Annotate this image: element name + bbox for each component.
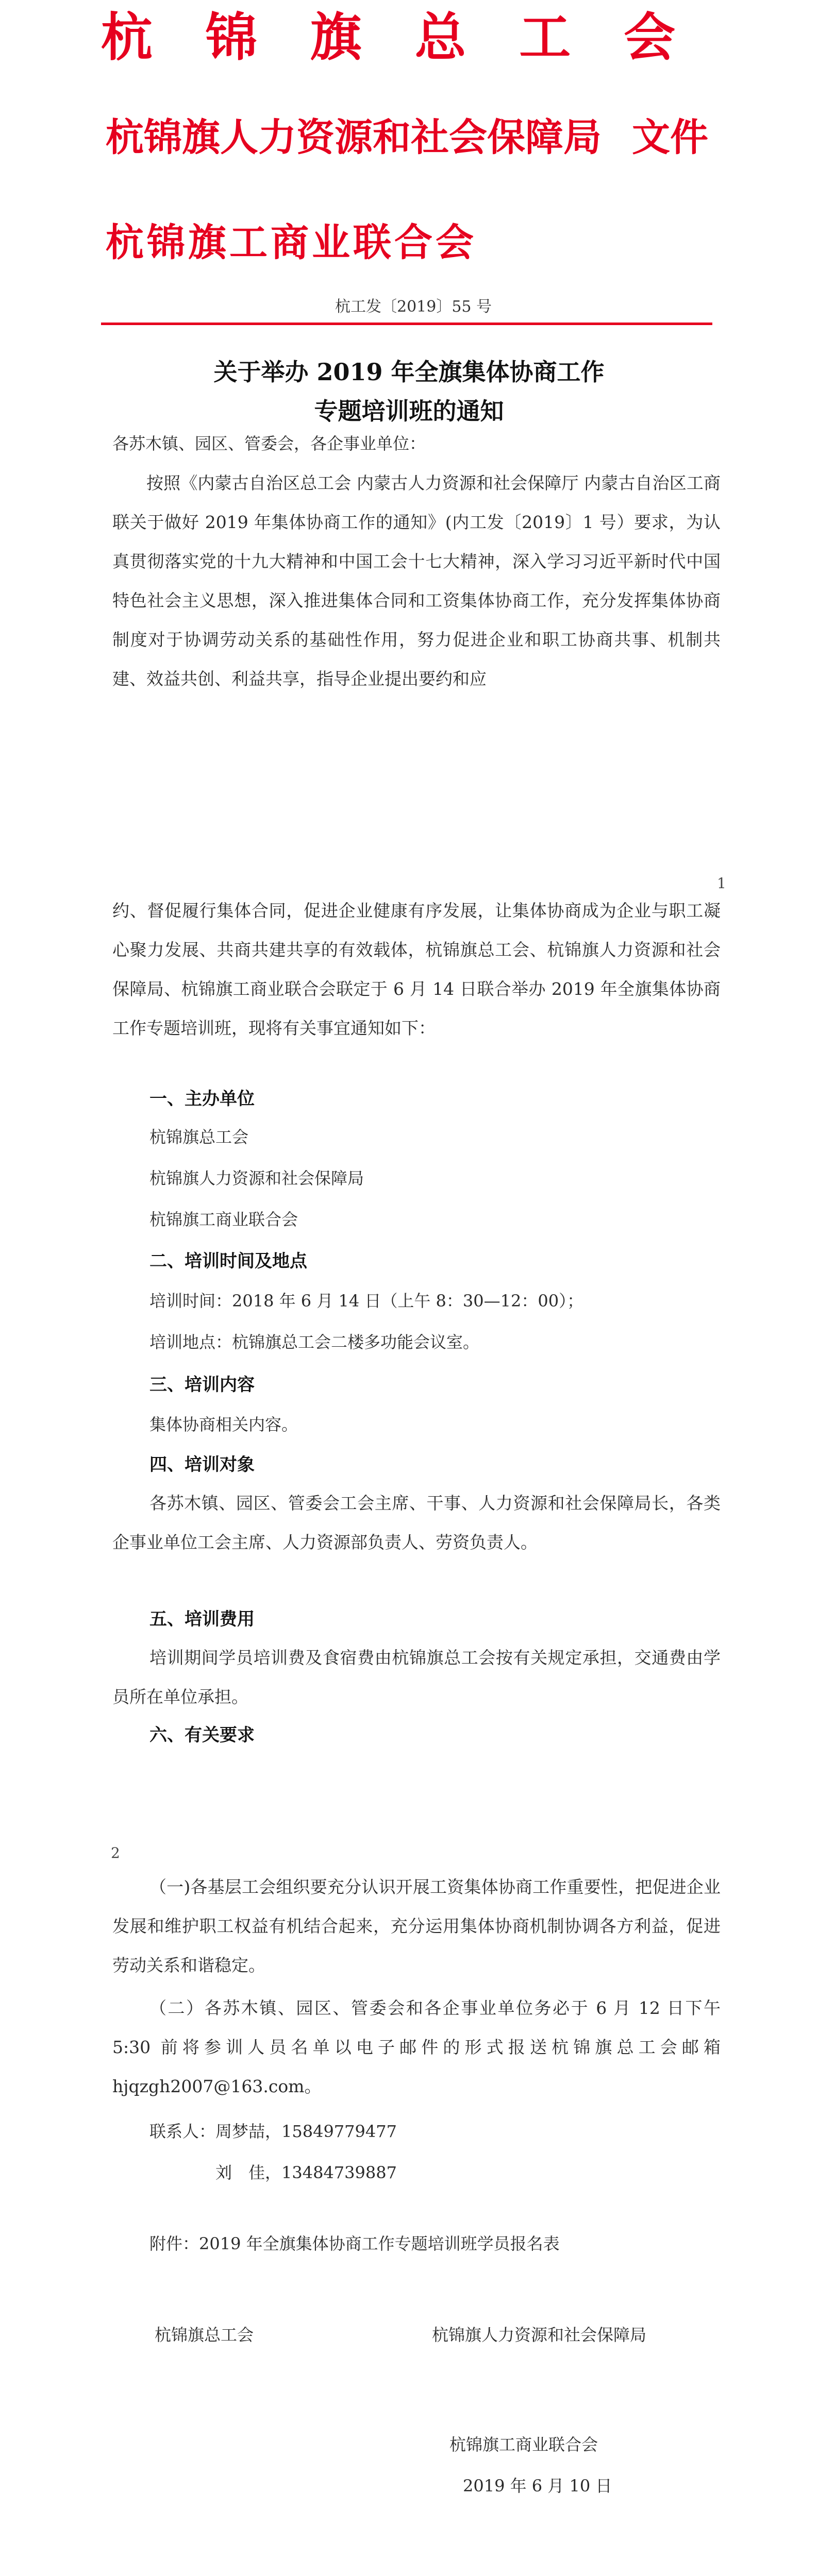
section-4-title: 四、培训对象 xyxy=(149,1454,255,1475)
signature-chamber: 杭锦旗工商业联合会 xyxy=(449,2435,598,2454)
requirement-2: （二）各苏木镇、园区、管委会和各企事业单位务必于 6 月 12 日下午 5:30 前将参训人员名单以电子邮件的形式报送杭锦旗总工会邮箱 hjqzgh2007@163.com。 xyxy=(112,1998,721,2096)
training-fees: 培训期间学员培训费及食宿费由杭锦旗总工会按有关规定承担，交通费由学员所在单位承担。 xyxy=(112,1648,721,1707)
page-number-1: 1 xyxy=(717,875,726,892)
page-number-2: 2 xyxy=(111,1844,120,1861)
section-3-title: 三、培训内容 xyxy=(149,1375,255,1395)
header-org3: 杭锦旗工商业联合会 xyxy=(106,221,477,265)
document-number: 杭工发〔2019〕55 号 xyxy=(335,298,492,316)
training-targets: 各苏木镇、园区、管委会工会主席、干事、人力资源和社会保障局长，各类企事业单位工会主席、人力资源部负责人、劳资负责人。 xyxy=(112,1493,721,1552)
notice-title-line2: 专题培训班的通知 xyxy=(314,397,504,425)
issue-date: 2019 年 6 月 10 日 xyxy=(463,2476,612,2496)
attachment-note: 附件：2019 年全旗集体协商工作专题培训班学员报名表 xyxy=(149,2234,560,2253)
header-divider xyxy=(101,323,712,325)
salutation: 各苏木镇、园区、管委会，各企事业单位： xyxy=(112,434,426,453)
continued-paragraph: 约、督促履行集体合同，促进企业健康有序发展，让集体协商成为企业与职工凝心聚力发展、共商共建共享的有效载体，杭锦旗总工会、杭锦旗人力资源和社会保障局、杭锦旗工商业联合会联定于 6 月 14 日联合举办 2019 年全旗集体协商工作专题培训班，现将有关事宜通知如下： xyxy=(112,901,721,1038)
header-file-word: 文件 xyxy=(632,115,708,160)
section-1-title: 一、主办单位 xyxy=(149,1089,255,1109)
intro-paragraph: 按照《内蒙古自治区总工会 内蒙古人力资源和社会保障厅 内蒙古自治区工商联关于做好 2019 年集体协商工作的通知》(内工发〔2019〕1 号）要求，为认真贯彻落实党的十九大精神和中国工会十七大精神，深入学习习近平新时代中国特色社会主义思想，深入推进集体合同和工资集体协商工作，充分发挥集体协商制度对于协调劳动关系的基础性作用，努力促进企业和职工协商共事、机制共建、效益共创、利益共享，指导企业提出要约和应 xyxy=(112,473,721,689)
signature-union: 杭锦旗总工会 xyxy=(155,2325,254,2345)
training-content: 集体协商相关内容。 xyxy=(149,1415,298,1434)
sponsor-item-3: 杭锦旗工商业联合会 xyxy=(149,1210,298,1229)
section-5-title: 五、培训费用 xyxy=(149,1609,255,1630)
contact-person-2: 刘 佳，13484739887 xyxy=(215,2163,397,2182)
sponsor-item-1: 杭锦旗总工会 xyxy=(149,1127,249,1147)
section-2-title: 二、培训时间及地点 xyxy=(149,1251,307,1272)
section-6-title: 六、有关要求 xyxy=(149,1725,255,1745)
requirement-1: （一)各基层工会组织要充分认识开展工资集体协商工作重要性，把促进企业发展和维护职工权益有机结合起来，充分运用集体协商机制协调各方利益，促进劳动关系和谐稳定。 xyxy=(112,1877,721,1975)
training-time: 培训时间：2018 年 6 月 14 日（上午 8：30—12：00）； xyxy=(149,1291,584,1311)
notice-title-line1: 关于举办 2019 年全旗集体协商工作 xyxy=(213,358,605,386)
sponsor-item-2: 杭锦旗人力资源和社会保障局 xyxy=(149,1168,364,1188)
signature-hr-bureau: 杭锦旗人力资源和社会保障局 xyxy=(432,2325,647,2345)
training-place: 培训地点：杭锦旗总工会二楼多功能会议室。 xyxy=(149,1332,480,1352)
header-org1: 杭 锦 旗 总 工 会 xyxy=(101,7,693,67)
header-org2: 杭锦旗人力资源和社会保障局 xyxy=(106,115,602,160)
contact-person-1: 联系人：周梦喆，15849779477 xyxy=(149,2122,397,2141)
